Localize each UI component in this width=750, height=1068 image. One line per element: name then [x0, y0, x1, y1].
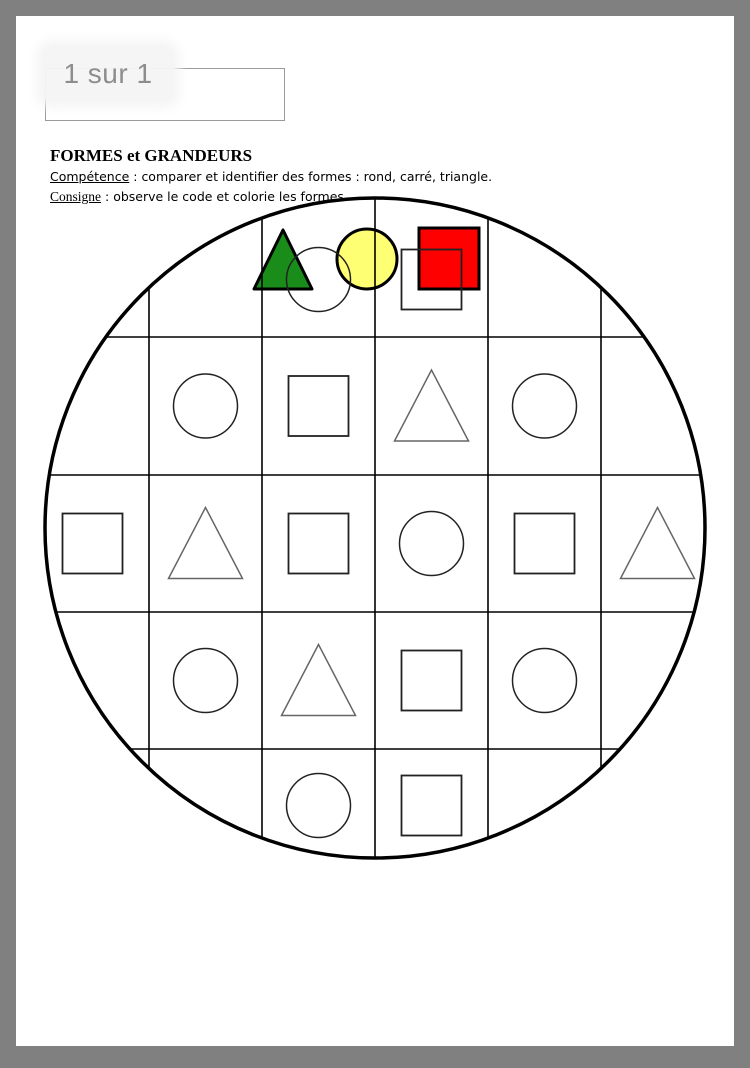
- grid-circle-shape: [513, 649, 577, 713]
- grid-square-shape: [402, 250, 462, 310]
- grid-triangle-shape: [282, 645, 356, 716]
- grid-triangle-shape: [395, 370, 469, 441]
- competence-text: comparer et identifier des formes : rond, carré, triangle.: [141, 169, 493, 184]
- grid-triangle-shape: [621, 508, 695, 579]
- consigne-label: Consigne: [50, 189, 102, 204]
- grid-circle-shape: [287, 774, 351, 838]
- worksheet-page: [16, 16, 734, 1046]
- grid-circle-shape: [400, 512, 464, 576]
- grid-square-shape: [289, 376, 349, 436]
- grid-triangle-shape: [169, 508, 243, 579]
- shape-grid-circle: [16, 16, 734, 1046]
- page-indicator: 1 sur 1: [63, 58, 153, 89]
- competence-label: Compétence: [50, 169, 130, 184]
- worksheet-title: FORMES et GRANDEURS: [50, 146, 253, 165]
- grid-square-shape: [402, 776, 462, 836]
- grid-square-shape: [402, 651, 462, 711]
- grid-circle-shape: [174, 649, 238, 713]
- grid-square-shape: [63, 514, 123, 574]
- grid-square-shape: [289, 514, 349, 574]
- grid-circle-shape: [174, 374, 238, 438]
- grid-lines: [16, 176, 734, 1016]
- grid-circle-shape: [513, 374, 577, 438]
- competence-separator: :: [129, 169, 142, 184]
- grid-square-shape: [515, 514, 575, 574]
- consigne-text: observe le code et colorie les formes.: [113, 189, 348, 204]
- grid-circle-shape: [287, 248, 351, 312]
- consigne-separator: :: [101, 189, 114, 204]
